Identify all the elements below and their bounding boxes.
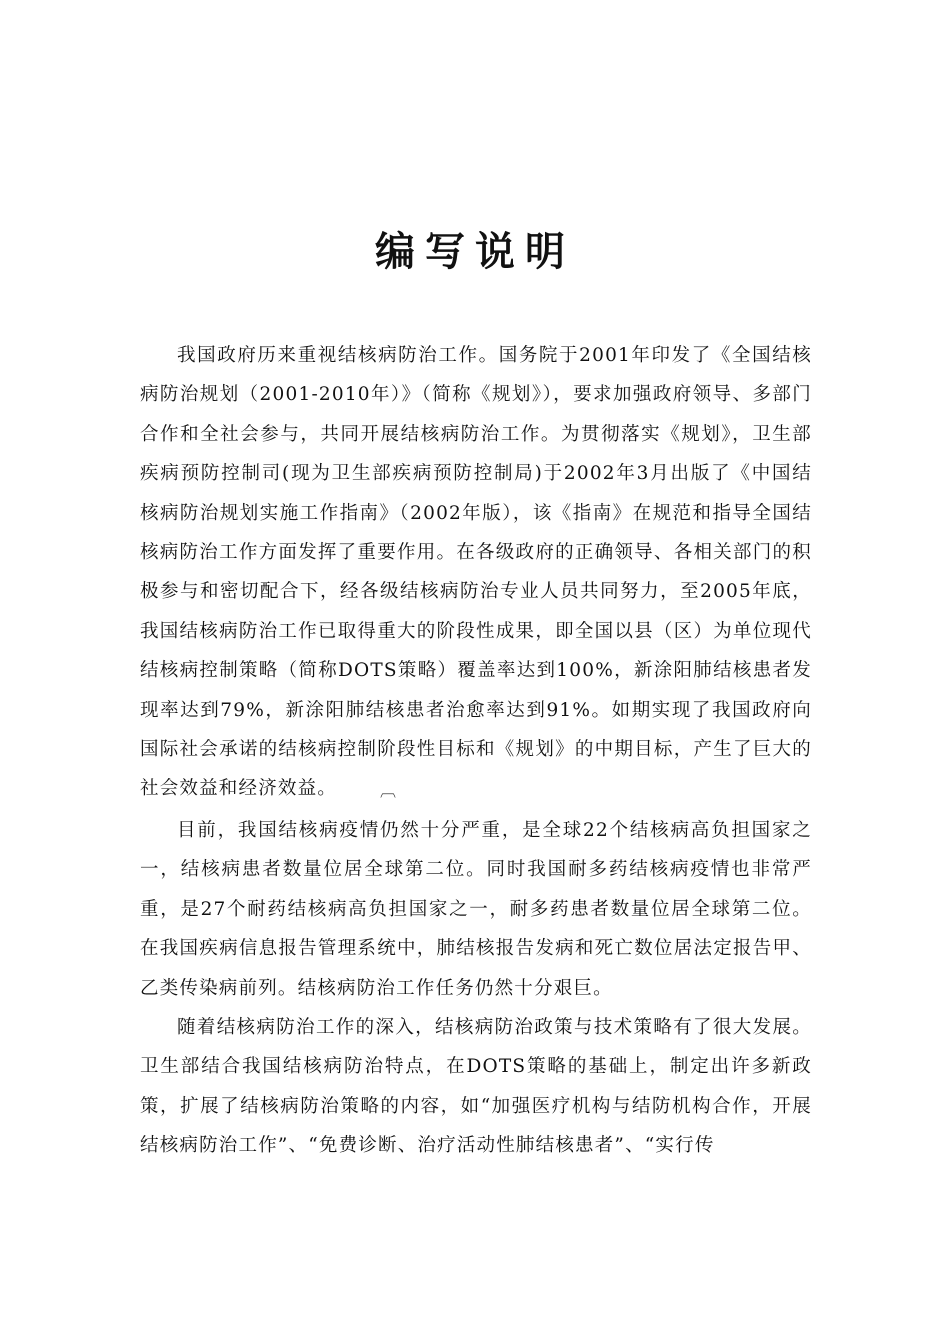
paragraph-1: [140, 336, 812, 811]
paragraph-3: [140, 1008, 812, 1166]
paragraph-2-text: 目前，我国结核病疫情仍然十分严重，是全球22个结核病高负担国家之一，结核病患者数量位居全球第二位。同时我国耐多药结核病疫情也非常严重，是27个耐药结核病高负担国家之一，耐多药患者数量位居全球第二位。在我国疾病信息报告管理系统中，肺结核报告发病和死亡数位居法定报告甲、乙类传染病前列。结核病防治工作任务仍然十分艰巨。: [140, 819, 812, 999]
paragraph-2: [140, 811, 812, 1008]
paragraph-3-text: 随着结核病防治工作的深入，结核病防治政策与技术策略有了很大发展。卫生部结合我国结核病防治特点，在DOTS策略的基础上，制定出许多新政策，扩展了结核病防治策略的内容，如“加强医疗机构与结防机构合作，开展结核病防治工作”、“免费诊断、治疗活动性肺结核患者”、“实行传: [140, 1016, 812, 1157]
document-body: [140, 336, 812, 1166]
page-title: 编写说明: [375, 228, 575, 275]
edit-mark-icon: ︹: [380, 781, 398, 801]
paragraph-1-text: 我国政府历来重视结核病防治工作。国务院于2001年印发了《全国结核病防治规划（2001-2010年）》（简称《规划》），要求加强政府领导、多部门合作和全社会参与，共同开展结核病防治工作。为贯彻落实《规划》，卫生部疾病预防控制司(现为卫生部疾病预防控制局)于2002年3月出版了《中国结核病防治规划实施工作指南》（2002年版），该《指南》在规范和指导全国结核病防治工作方面发挥了重要作用。在各级政府的正确领导、各相关部门的积极参与和密切配合下，经各级结核病防治专业人员共同努力，至2005年底，我国结核病防治工作已取得重大的阶段性成果，即全国以县（区）为单位现代结核病控制策略（简称DOTS策略）覆盖率达到100%，新涂阳肺结核患者发现率达到79%，新涂阳肺结核患者治愈率达到91%。如期实现了我国政府向国际社会承诺的结核病控制阶段性目标和《规划》的中期目标，产生了巨大的社会效益和经济效益。: [140, 345, 812, 800]
